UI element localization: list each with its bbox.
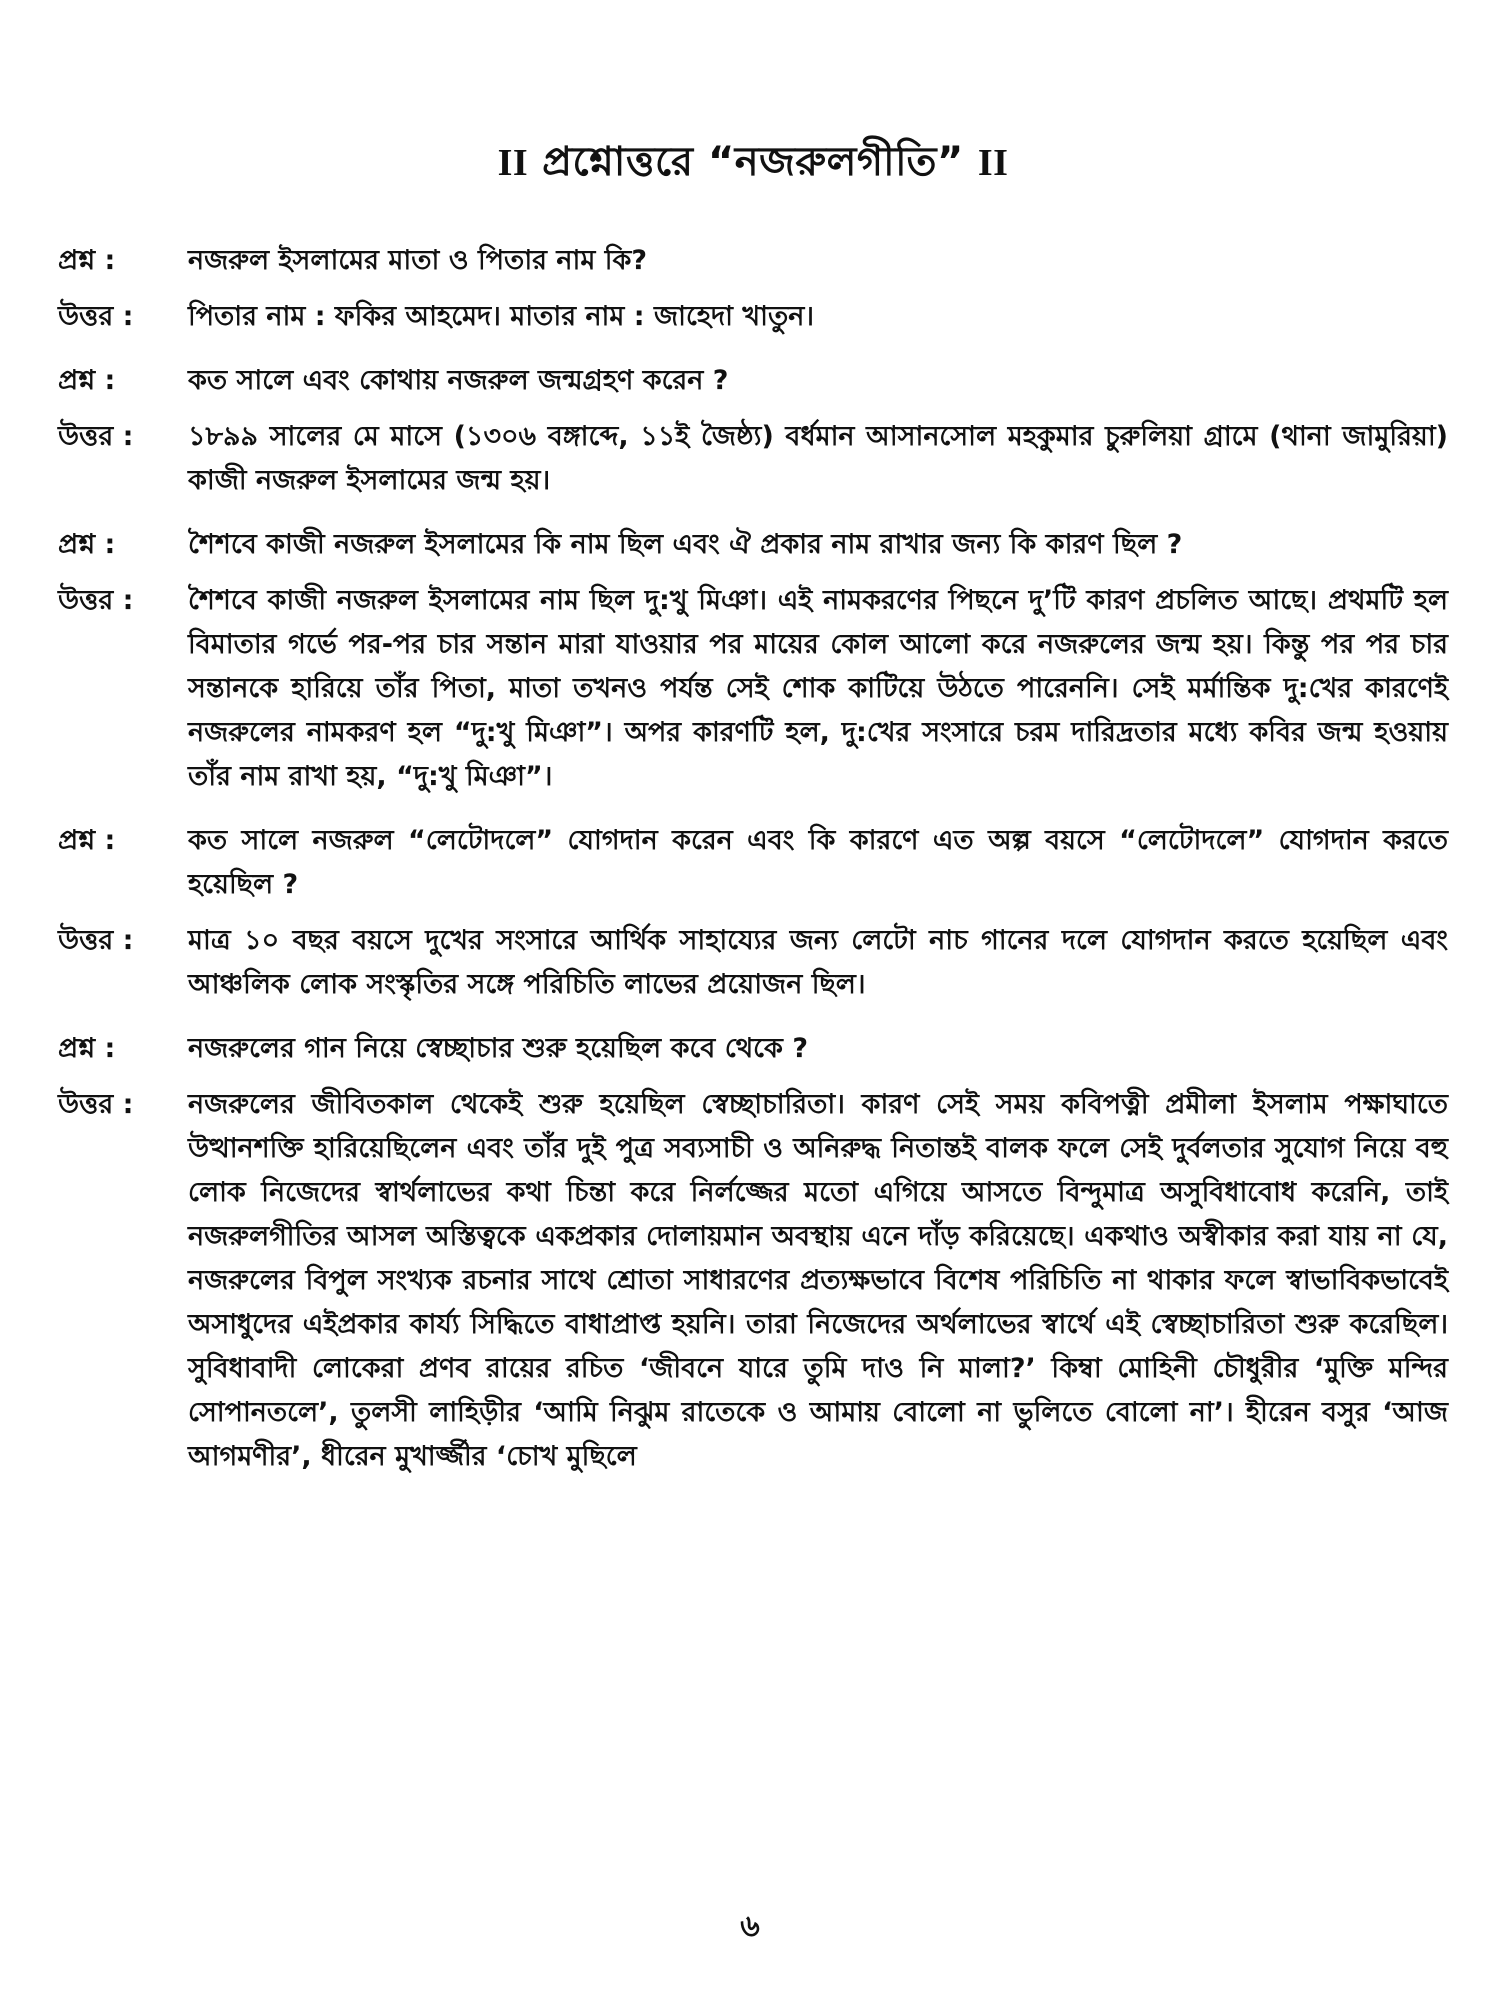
answer-label: উত্তর : bbox=[58, 421, 134, 452]
question-text: নজরুলের গান নিয়ে স্বেচ্ছাচার শুরু হয়েছিল কবে থেকে ? bbox=[188, 1033, 808, 1064]
question-2 bbox=[58, 359, 1448, 403]
answer-text-part: নজরুলের জীবিতকাল থেকেই শুরু হয়েছিল স্বেচ্ছাচারিতা। কারণ সেই সময় কবিপত্নী প্রমীলা ইসলাম পক্ষাঘাতে উত্থানশক্তি হারিয়েছিলেন এবং তাঁর দুই পুত্র bbox=[188, 1089, 1448, 1164]
answer-5 bbox=[58, 1083, 1448, 1479]
answer-label: উত্তর : bbox=[58, 1089, 134, 1120]
title-text: প্রশ্নোত্তরে “নজরুলগীতি” bbox=[542, 139, 964, 185]
answer-text: ১৮৯৯ সালের মে মাসে (১৩০৬ বঙ্গাব্দে, ১১ই জৈষ্ঠ্য) বর্ধমান আসানসোল মহকুমার চুরুলিয়া গ্রামে (থানা জামুরিয়া) কাজী নজরুল ইসলামের জন্ম হয়। bbox=[188, 421, 1448, 496]
emphasized-term: “লেটোদলে” bbox=[408, 825, 554, 856]
question-4 bbox=[58, 819, 1448, 907]
answer-text bbox=[188, 1083, 1448, 1479]
page-title bbox=[58, 130, 1448, 197]
title-mark-right: II bbox=[977, 142, 1009, 184]
question-text bbox=[188, 819, 1448, 907]
answer-2 bbox=[58, 415, 1448, 503]
answer-text-part: নিতান্তই বালক ফলে সেই দুর্বলতার সুযোগ নিয়ে বহু লোক নিজেদের স্বার্থলাভের কথা চিন্তা করে নির্লজ্জের মতো এগিয়ে আসতে বিন্দুমাত্র অসুবিধাবোধ করেনি, তাই নজরুলগীতির আসল অস্তিত্বকে একপ্রকার দোলায়মান অবস্থায় এনে দাঁড় করিয়েছে। একথাও অস্বীকার করা যায় না যে, নজরুলের বিপুল সংখ্যক রচনার সাথে শ্রোতা সাধারণের প্রত্যক্ষভাবে বিশেষ পরিচিতি না থাকার ফলে স্বাভাবিকভাবেই অসাধুদের এইপ্রকার কার্য্য সিদ্ধিতে বাধাপ্রাপ্ত হয়নি। তারা নিজেদের অর্থলাভের স্বার্থে এই স্বেচ্ছাচারিতা শুরু করেছিল। সুবিধাবাদী লোকেরা প্রণব রায়ের রচিত ‘জীবনে যারে তুমি দাও নি মালা?’ কিম্বা মোহিনী চৌধুরীর ‘মুক্তি মন্দির সোপানতলে’, তুলসী লাহিড়ীর ‘আমি নিঝুম রাতেকে ও আমায় বোলো না ভুলিতে বোলো না’। হীরেন বসুর ‘আজ আগমণীর’, ধীরেন মুখার্জ্জীর ‘চোখ মুছিলে bbox=[188, 1133, 1448, 1472]
question-text: নজরুল ইসলামের মাতা ও পিতার নাম কি? bbox=[188, 245, 648, 276]
answer-text: মাত্র ১০ বছর বয়সে দুখের সংসারে আর্থিক সাহায্যের জন্য লেটো নাচ গানের দলে যোগদান করতে হয়েছিল এবং আঞ্চলিক লোক সংস্কৃতির সঙ্গে পরিচিতি লাভের প্রয়োজন ছিল। bbox=[188, 925, 1448, 1000]
question-label: প্রশ্ন : bbox=[58, 365, 116, 396]
question-3 bbox=[58, 523, 1448, 567]
question-text-part: কত সালে নজরুল bbox=[188, 825, 409, 856]
question-label: প্রশ্ন : bbox=[58, 1033, 116, 1064]
question-1 bbox=[58, 239, 1448, 283]
answer-label: উত্তর : bbox=[58, 925, 134, 956]
answer-3 bbox=[58, 579, 1448, 799]
page-number: ৬ bbox=[740, 1909, 760, 1944]
question-text-part: যোগদান করেন এবং কি কারণে এত অল্প বয়সে “লেটোদলে” যোগদান করতে হয়েছিল ? bbox=[188, 825, 1448, 900]
answer-1 bbox=[58, 295, 1448, 339]
question-5 bbox=[58, 1027, 1448, 1071]
question-text: শৈশবে কাজী নজরুল ইসলামের কি নাম ছিল এবং ঐ প্রকার নাম রাখার জন্য কি কারণ ছিল ? bbox=[188, 529, 1183, 560]
question-label: প্রশ্ন : bbox=[58, 529, 116, 560]
answer-text: পিতার নাম : ফকির আহমেদ। মাতার নাম : জাহেদা খাতুন। bbox=[188, 301, 815, 332]
question-text: কত সালে এবং কোথায় নজরুল জন্মগ্রহণ করেন ? bbox=[188, 365, 729, 396]
question-label: প্রশ্ন : bbox=[58, 245, 116, 276]
emphasized-names: সব্যসাচী ও অনিরুদ্ধ bbox=[664, 1133, 881, 1164]
answer-label: উত্তর : bbox=[58, 585, 134, 616]
title-mark-left: II bbox=[497, 142, 529, 184]
answer-4 bbox=[58, 919, 1448, 1007]
answer-label: উত্তর : bbox=[58, 301, 134, 332]
question-label: প্রশ্ন : bbox=[58, 825, 116, 856]
answer-text: শৈশবে কাজী নজরুল ইসলামের নাম ছিল দু:খু মিঞা। এই নামকরণের পিছনে দু’টি কারণ প্রচলিত আছে। প্রথমটি হল বিমাতার গর্ভে পর-পর চার সন্তান মারা যাওয়ার পর মায়ের কোল আলো করে নজরুলের জন্ম হয়। কিন্তু পর পর চার সন্তানকে হারিয়ে তাঁর পিতা, মাতা তখনও পর্যন্ত সেই শোক কাটিয়ে উঠতে পারেননি। সেই মর্মান্তিক দু:খের কারণেই নজরুলের নামকরণ হল “দু:খু মিঞা”। অপর কারণটি হল, দু:খের সংসারে চরম দারিদ্রতার মধ্যে কবির জন্ম হওয়ায় তাঁর নাম রাখা হয়, “দু:খু মিঞা”। bbox=[188, 585, 1448, 792]
